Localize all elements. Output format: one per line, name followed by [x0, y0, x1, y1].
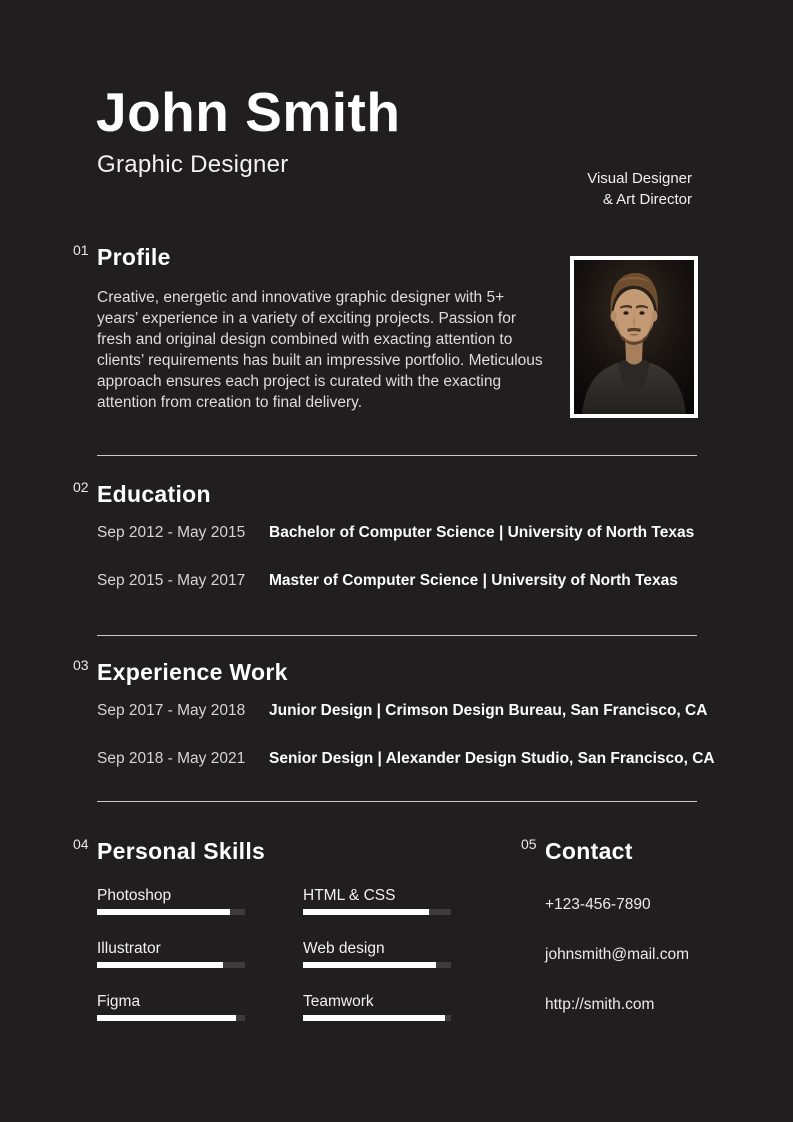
- skill-bar-fill: [303, 962, 436, 968]
- skill-label: Photoshop: [97, 887, 172, 904]
- section-profile: [73, 243, 573, 413]
- section-experience: [73, 658, 753, 768]
- profile-paragraph: Creative, energetic and innovative graphic designer with 5+ years’ experience in a variety of exciting projects. Passion for fresh and original design combined with exacting attention to clients’ requirements has built an impressive portfolio. Meticulous approach ensures each project is curated with the exacting attention from creation to final delivery.: [97, 289, 543, 411]
- profile-section-number: 01: [73, 242, 89, 258]
- education-heading: [73, 480, 723, 508]
- skill-item-teamwork: [303, 993, 451, 1021]
- contact-email: johnsmith@mail.com: [545, 946, 690, 963]
- skill-bar-track: [303, 962, 451, 968]
- contact-website: http://smith.com: [545, 996, 655, 1013]
- contact-heading: [521, 837, 721, 865]
- education-dates: Sep 2015 - May 2017: [97, 572, 246, 589]
- section-divider: [97, 455, 697, 456]
- skills-section-title: Personal Skills: [97, 838, 266, 864]
- experience-detail: Senior Design | Alexander Design Studio, San Francisco, CA: [269, 750, 715, 767]
- education-section-title: Education: [97, 481, 211, 507]
- section-education: [73, 480, 723, 590]
- education-detail: Bachelor of Computer Science | University of North Texas: [269, 524, 695, 541]
- skills-heading: [73, 837, 493, 865]
- skill-item-web-design: [303, 940, 451, 968]
- experience-row: [97, 750, 753, 768]
- contact-section-number: 05: [521, 836, 537, 852]
- tagline: [587, 168, 692, 210]
- contact-phone: +123-456-7890: [545, 896, 651, 913]
- skill-bar-fill: [303, 909, 429, 915]
- person-name: John Smith: [96, 81, 401, 143]
- skill-bar-track: [303, 909, 451, 915]
- education-dates: Sep 2012 - May 2015: [97, 524, 246, 541]
- skill-item-html-css: [303, 887, 451, 915]
- section-skills: [73, 837, 493, 1021]
- skill-bar-fill: [97, 909, 230, 915]
- profile-section-title: Profile: [97, 244, 171, 270]
- skill-bar-fill: [97, 1015, 236, 1021]
- skill-bar-fill: [303, 1015, 445, 1021]
- experience-heading: [73, 658, 753, 686]
- skills-section-number: 04: [73, 836, 89, 852]
- skill-label: Figma: [97, 993, 141, 1010]
- person-role: Graphic Designer: [97, 151, 289, 178]
- tagline-line-2: & Art Director: [602, 191, 692, 208]
- skill-label: Teamwork: [303, 993, 374, 1010]
- skill-bar-fill: [97, 962, 223, 968]
- skill-item-photoshop: [97, 887, 245, 915]
- experience-row: [97, 702, 753, 720]
- skill-bar-track: [97, 909, 245, 915]
- section-divider: [97, 635, 697, 636]
- education-section-number: 02: [73, 479, 89, 495]
- contact-section-title: Contact: [545, 838, 633, 864]
- skill-item-illustrator: [97, 940, 245, 968]
- section-divider: [97, 801, 697, 802]
- skill-bar-track: [97, 1015, 245, 1021]
- education-row: [97, 572, 723, 590]
- experience-dates: Sep 2018 - May 2021: [97, 750, 246, 767]
- experience-detail: Junior Design | Crimson Design Bureau, San Francisco, CA: [269, 702, 708, 719]
- skill-bar-track: [303, 1015, 451, 1021]
- experience-section-number: 03: [73, 657, 89, 673]
- skill-label: Illustrator: [97, 940, 161, 957]
- skill-label: Web design: [303, 940, 385, 957]
- skill-item-figma: [97, 993, 245, 1021]
- tagline-line-1: Visual Designer: [587, 170, 692, 187]
- section-contact: [521, 837, 721, 1046]
- profile-heading: [73, 243, 573, 271]
- education-detail: Master of Computer Science | University of North Texas: [269, 572, 678, 589]
- portrait-illustration: [574, 260, 694, 414]
- education-row: [97, 524, 723, 542]
- profile-photo: [570, 256, 698, 418]
- experience-dates: Sep 2017 - May 2018: [97, 702, 246, 719]
- skill-bar-track: [97, 962, 245, 968]
- experience-section-title: Experience Work: [97, 659, 288, 685]
- skill-label: HTML & CSS: [303, 887, 396, 904]
